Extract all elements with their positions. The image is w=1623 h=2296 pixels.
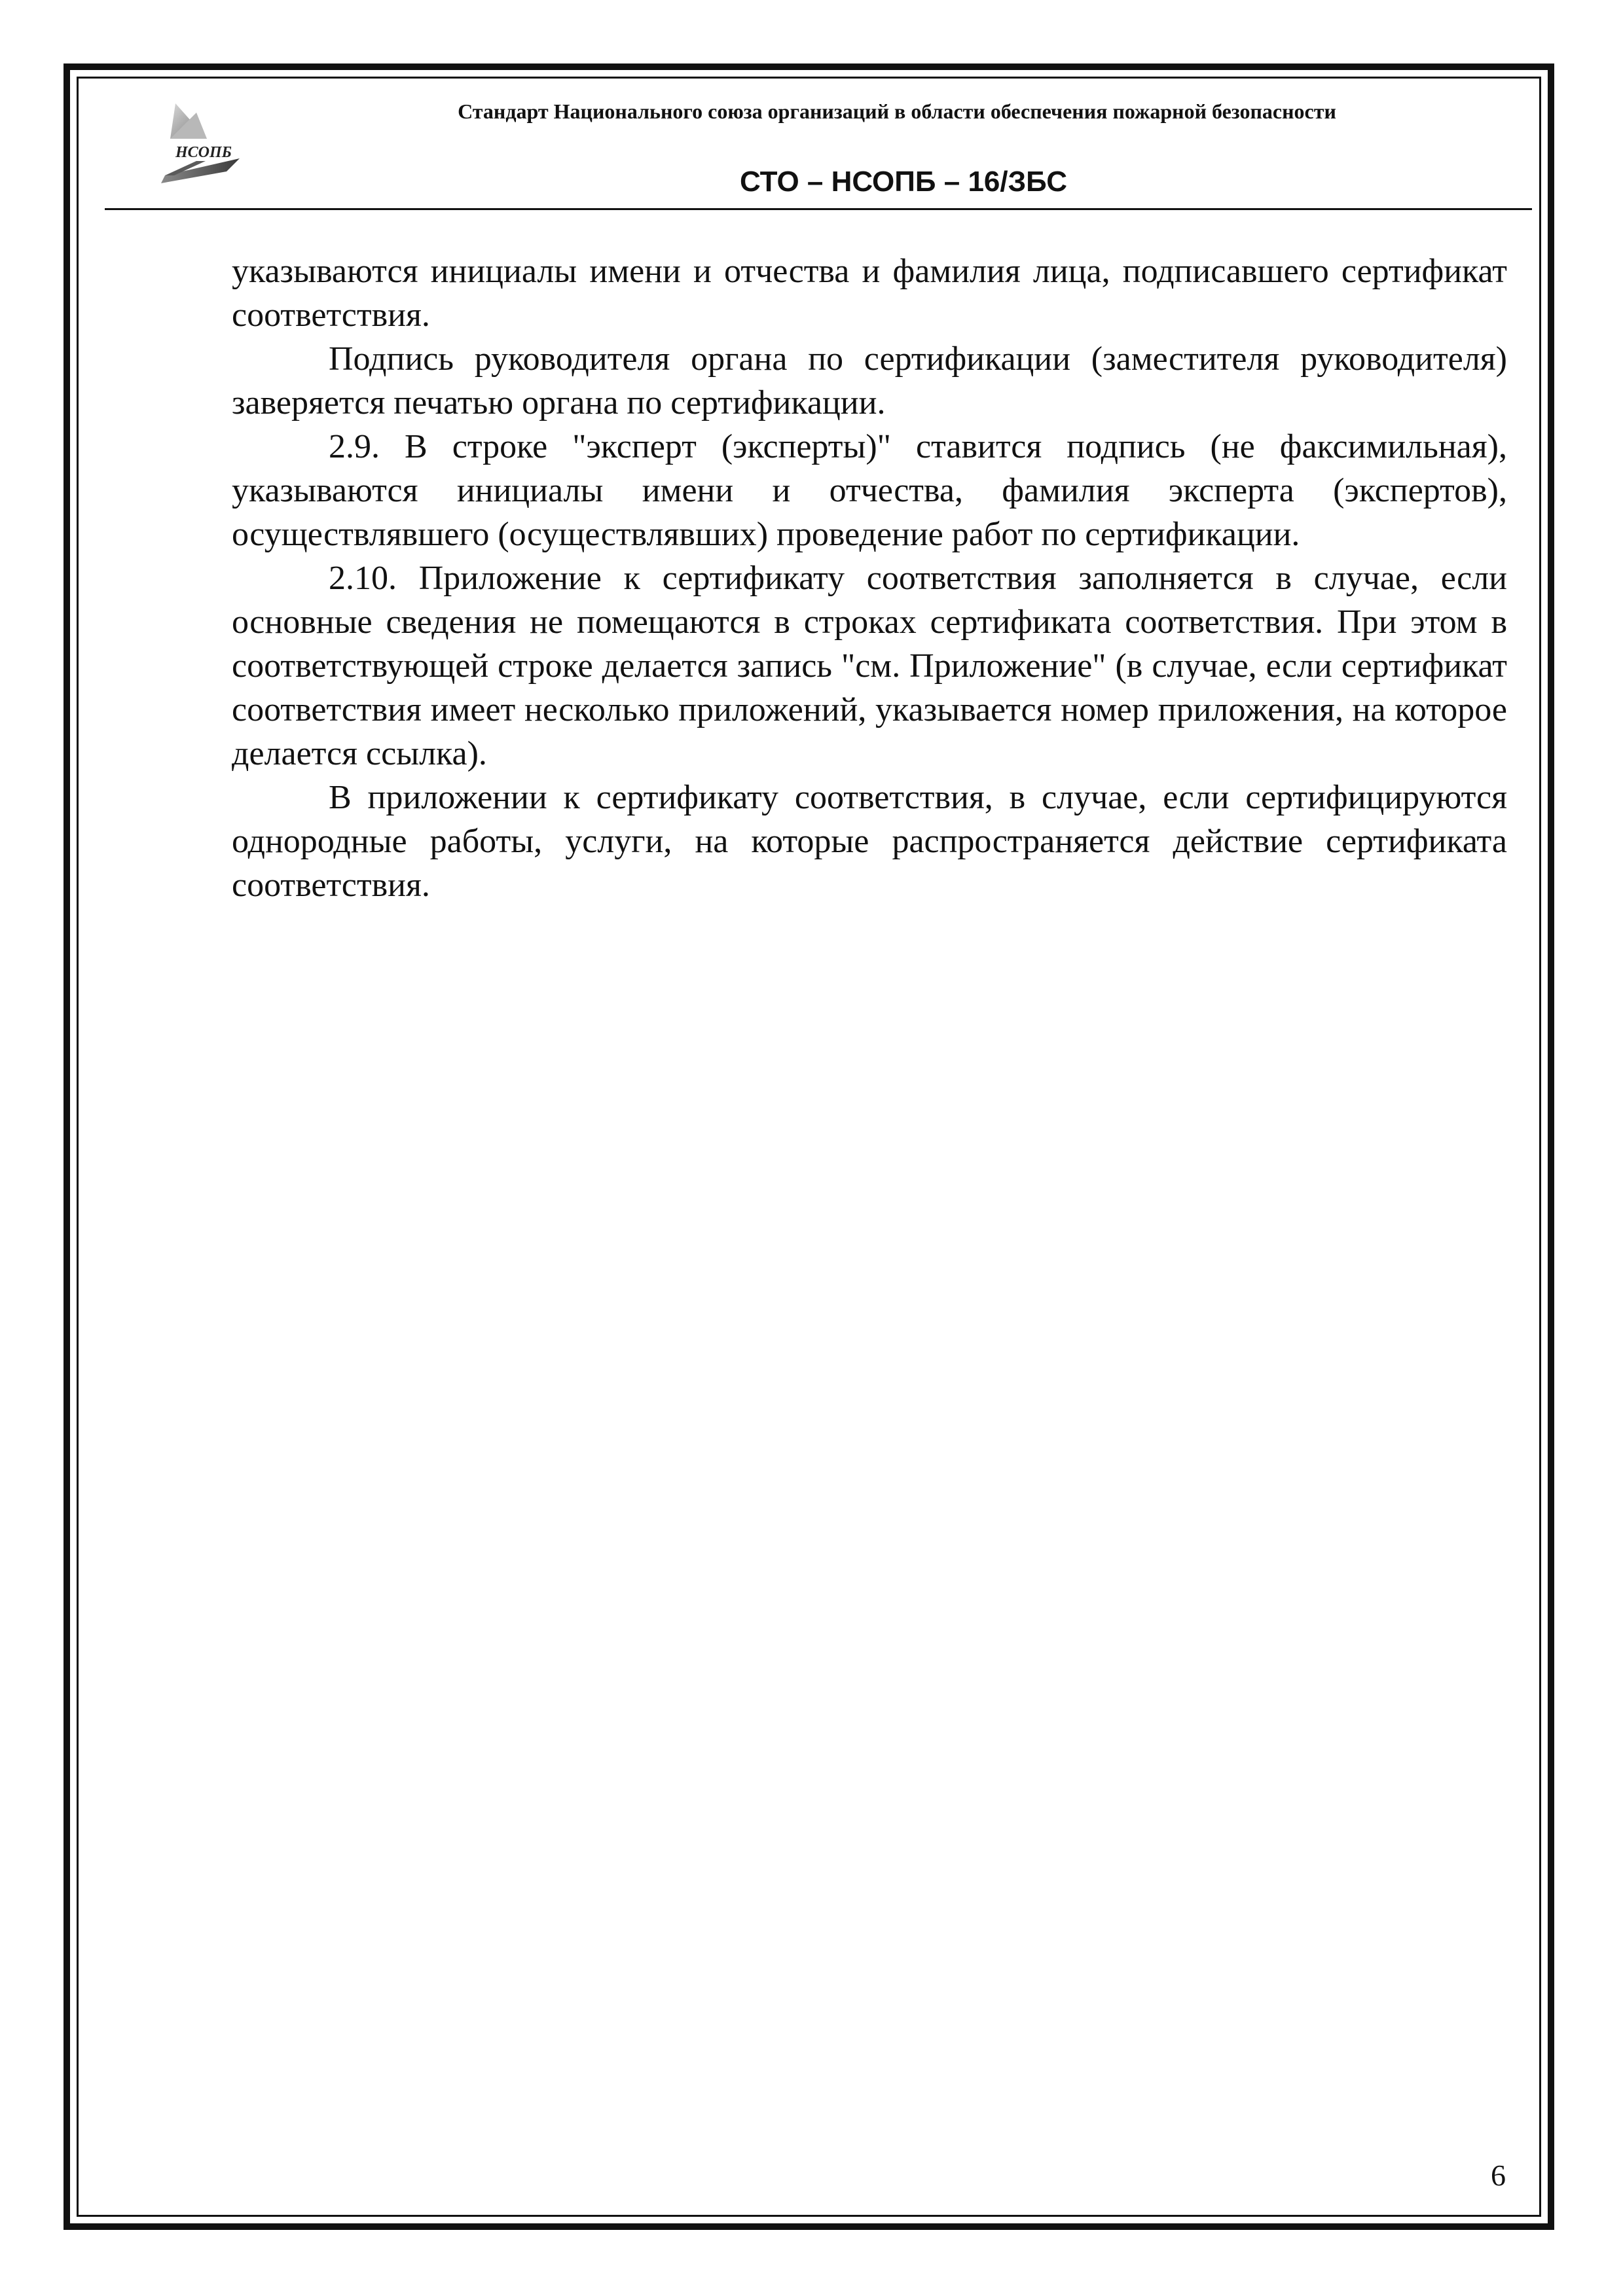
- document-body: [232, 249, 1507, 907]
- body-paragraph: В приложении к сертификату соответствия, в случае, если сертифицируются однородные работы, услуги, на которые распространяется действие сертификата соответствия.: [232, 779, 1507, 904]
- body-paragraph: 2.9. В строке "эксперт (эксперты)" ставится подпись (не факсимильная), указываются инициалы имени и отчества, фамилия эксперта (экспертов), осуществлявшего (осуществлявших) проведение работ по сертификации.: [232, 428, 1507, 553]
- nsopb-logo: [156, 98, 247, 196]
- body-paragraph: Подпись руководителя органа по сертификации (заместителя руководителя) заверяется печатью органа по сертификации.: [232, 340, 1507, 422]
- body-paragraph: указываются инициалы имени и отчества и фамилия лица, подписавшего сертификат соответствия.: [232, 253, 1507, 334]
- header-divider: [105, 208, 1532, 210]
- header-organization: Стандарт Национального союза организаций в области обеспечения пожарной безопасности: [458, 99, 1336, 123]
- logo-text: НСОПБ: [175, 144, 232, 161]
- body-paragraph: 2.10. Приложение к сертификату соответствия заполняется в случае, если основные сведения не помещаются в строках сертификата соответствия. При этом в соответствующей строке делается запись "см. Приложение" (в случае, если сертификат соответствия имеет несколько приложений, указывается номер приложения, на которое делается ссылка).: [232, 560, 1507, 772]
- document-code: СТО – НСОПБ – 16/ЗБС: [739, 166, 1067, 198]
- page-number: 6: [1491, 2159, 1506, 2192]
